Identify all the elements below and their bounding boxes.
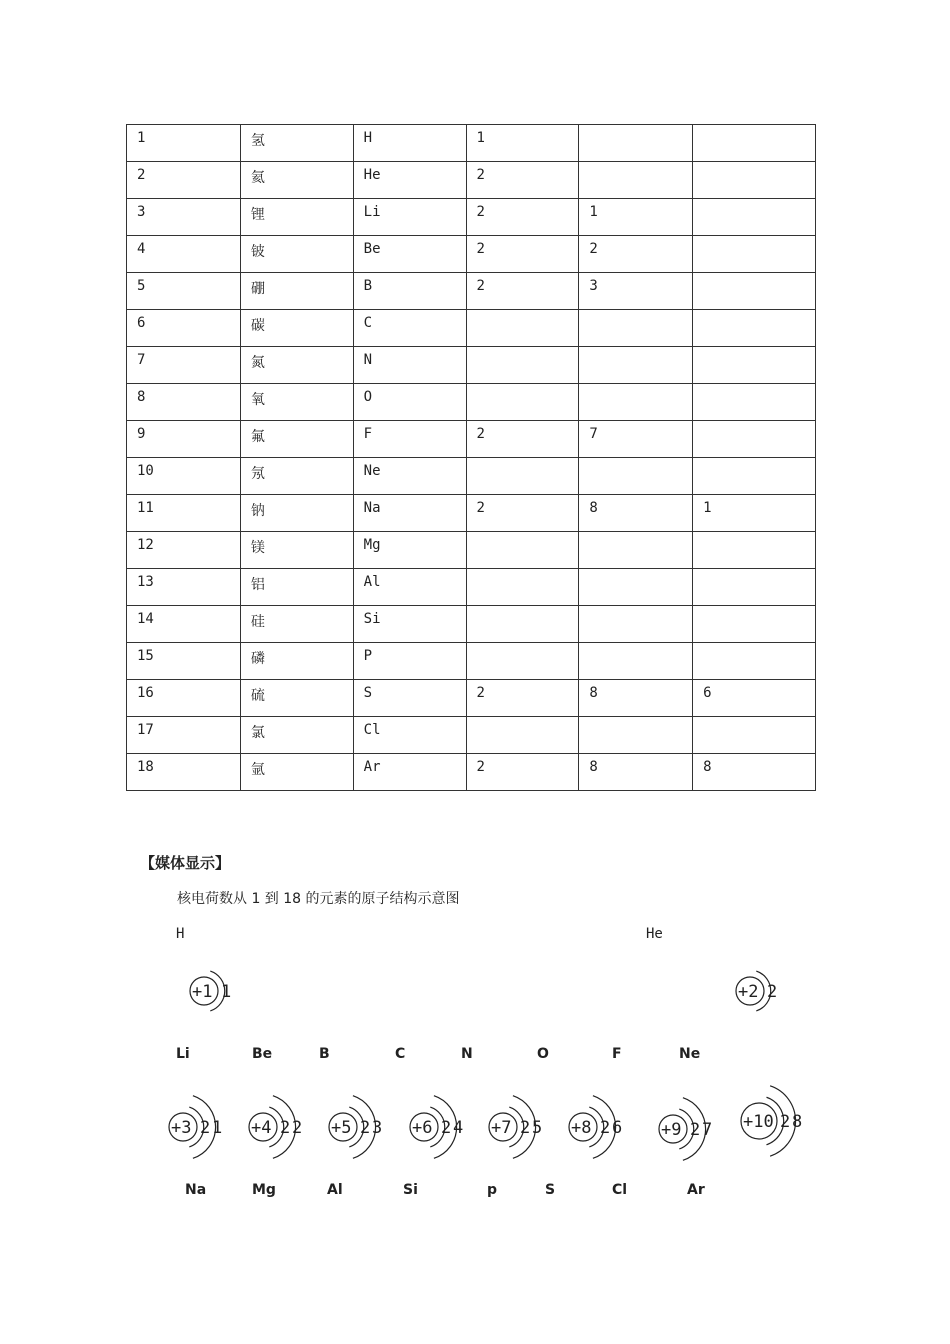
atom-diagram — [410, 1096, 463, 1159]
table-cell: 氢 — [240, 125, 353, 162]
table-cell: He — [353, 162, 466, 199]
nucleus-charge: +5 — [331, 1118, 352, 1138]
table-cell: 4 — [127, 236, 241, 273]
table-cell: 2 — [466, 680, 579, 717]
table-cell: 13 — [127, 569, 241, 606]
shell-electron-count: 5 — [532, 1118, 543, 1138]
shell-electron-count: 7 — [702, 1120, 713, 1140]
label-al: Al — [327, 1182, 343, 1198]
label-ne: Ne — [679, 1046, 701, 1062]
table-cell: H — [353, 125, 466, 162]
table-cell: 15 — [127, 643, 241, 680]
table-cell: 2 — [466, 199, 579, 236]
table-cell: 氯 — [240, 717, 353, 754]
shell-electron-count: 3 — [372, 1118, 383, 1138]
table-cell: P — [353, 643, 466, 680]
atom-diagram — [489, 1096, 542, 1159]
table-cell: 6 — [127, 310, 241, 347]
nucleus-charge: +8 — [571, 1118, 592, 1138]
label-h: H — [176, 926, 185, 942]
label-ar: Ar — [687, 1182, 705, 1198]
shell-electron-count: 2 — [780, 1112, 791, 1132]
table-cell: 2 — [579, 236, 693, 273]
table-cell: 氖 — [240, 458, 353, 495]
table-cell: Na — [353, 495, 466, 532]
atom-diagram — [190, 971, 231, 1011]
table-cell: 2 — [466, 162, 579, 199]
table-cell: Al — [353, 569, 466, 606]
table-cell: 氧 — [240, 384, 353, 421]
shell-electron-count: 2 — [360, 1118, 371, 1138]
table-cell: 5 — [127, 273, 241, 310]
table-cell: 8 — [693, 754, 816, 791]
table-cell: 硼 — [240, 273, 353, 310]
table-cell: 氩 — [240, 754, 353, 791]
table-cell: 锂 — [240, 199, 353, 236]
table-cell: Cl — [353, 717, 466, 754]
table-cell: 1 — [466, 125, 579, 162]
label-cl: Cl — [612, 1182, 628, 1198]
table-cell: O — [353, 384, 466, 421]
table-cell: 氦 — [240, 162, 353, 199]
table-cell: Si — [353, 606, 466, 643]
shell-electron-count: 1 — [221, 982, 232, 1002]
table-cell: 磷 — [240, 643, 353, 680]
label-p: p — [487, 1182, 498, 1198]
atom-diagram — [169, 1096, 222, 1159]
label-si: Si — [403, 1182, 418, 1198]
table-cell: 2 — [466, 273, 579, 310]
table-cell: 1 — [693, 495, 816, 532]
nucleus-charge: +4 — [251, 1118, 272, 1138]
atom-diagram — [659, 1098, 712, 1161]
table-cell: Be — [353, 236, 466, 273]
label-na: Na — [185, 1182, 207, 1198]
table-cell: 8 — [127, 384, 241, 421]
table-cell: Ne — [353, 458, 466, 495]
shell-electron-count: 2 — [280, 1118, 291, 1138]
shell-electron-count: 2 — [200, 1118, 211, 1138]
table-cell: 硫 — [240, 680, 353, 717]
label-b: B — [319, 1046, 330, 1062]
table-cell: 铝 — [240, 569, 353, 606]
nucleus-charge: +7 — [491, 1118, 512, 1138]
table-cell: C — [353, 310, 466, 347]
table-cell: 钠 — [240, 495, 353, 532]
table-cell: 2 — [127, 162, 241, 199]
diagram-caption: 核电荷数从 1 到 18 的元素的原子结构示意图 — [177, 891, 460, 907]
nucleus-charge: +6 — [412, 1118, 433, 1138]
table-cell: N — [353, 347, 466, 384]
table-cell: 2 — [466, 754, 579, 791]
table-cell: 1 — [579, 199, 693, 236]
shell-electron-count: 2 — [690, 1120, 701, 1140]
shell-electron-count: 6 — [612, 1118, 623, 1138]
nucleus-charge: +10 — [743, 1112, 774, 1132]
shell-electron-count: 2 — [767, 982, 778, 1002]
table-cell: 10 — [127, 458, 241, 495]
label-li: Li — [176, 1046, 190, 1062]
label-s: S — [545, 1182, 556, 1198]
shell-electron-count: 2 — [292, 1118, 303, 1138]
table-cell: 8 — [579, 680, 693, 717]
table-cell: Li — [353, 199, 466, 236]
table-cell: 氟 — [240, 421, 353, 458]
table-cell: 2 — [466, 421, 579, 458]
table-cell: 2 — [466, 495, 579, 532]
atom-diagram — [741, 1086, 802, 1156]
table-cell: 8 — [579, 754, 693, 791]
table-cell: B — [353, 273, 466, 310]
table-cell: Mg — [353, 532, 466, 569]
table-cell: 3 — [579, 273, 693, 310]
shell-electron-count: 1 — [212, 1118, 223, 1138]
atom-diagram — [569, 1096, 622, 1159]
table-cell: 18 — [127, 754, 241, 791]
shell-electron-count: 2 — [441, 1118, 452, 1138]
section-heading: 【媒体显示】 — [140, 854, 231, 872]
shell-electron-count: 8 — [792, 1112, 803, 1132]
label-he: He — [646, 926, 663, 942]
shell-electron-count: 2 — [520, 1118, 531, 1138]
nucleus-charge: +2 — [738, 982, 759, 1002]
nucleus-charge: +1 — [192, 982, 213, 1002]
label-be: Be — [252, 1046, 273, 1062]
table-cell: 7 — [127, 347, 241, 384]
table-cell: 8 — [579, 495, 693, 532]
atom-diagram — [329, 1096, 382, 1159]
label-f: F — [612, 1046, 622, 1062]
nucleus-charge: +9 — [661, 1120, 682, 1140]
table-cell: 11 — [127, 495, 241, 532]
atom-diagram — [249, 1096, 302, 1159]
shell-electron-count: 2 — [600, 1118, 611, 1138]
table-cell: 2 — [466, 236, 579, 273]
table-cell: 16 — [127, 680, 241, 717]
label-n: N — [461, 1046, 473, 1062]
table-cell: 硅 — [240, 606, 353, 643]
table-cell: 碳 — [240, 310, 353, 347]
table-cell: 铍 — [240, 236, 353, 273]
table-cell: 7 — [579, 421, 693, 458]
table-cell: 14 — [127, 606, 241, 643]
atom-diagram — [736, 971, 777, 1011]
table-cell: 3 — [127, 199, 241, 236]
shell-electron-count: 4 — [453, 1118, 464, 1138]
table-cell: 6 — [693, 680, 816, 717]
nucleus-charge: +3 — [171, 1118, 192, 1138]
table-cell: Ar — [353, 754, 466, 791]
table-cell: 1 — [127, 125, 241, 162]
label-o: O — [537, 1046, 549, 1062]
table-cell: F — [353, 421, 466, 458]
table-cell: 氮 — [240, 347, 353, 384]
label-mg: Mg — [252, 1182, 276, 1198]
label-c: C — [395, 1046, 406, 1062]
table-cell: 12 — [127, 532, 241, 569]
table-cell: 17 — [127, 717, 241, 754]
table-cell: 镁 — [240, 532, 353, 569]
table-cell: 9 — [127, 421, 241, 458]
table-cell: S — [353, 680, 466, 717]
